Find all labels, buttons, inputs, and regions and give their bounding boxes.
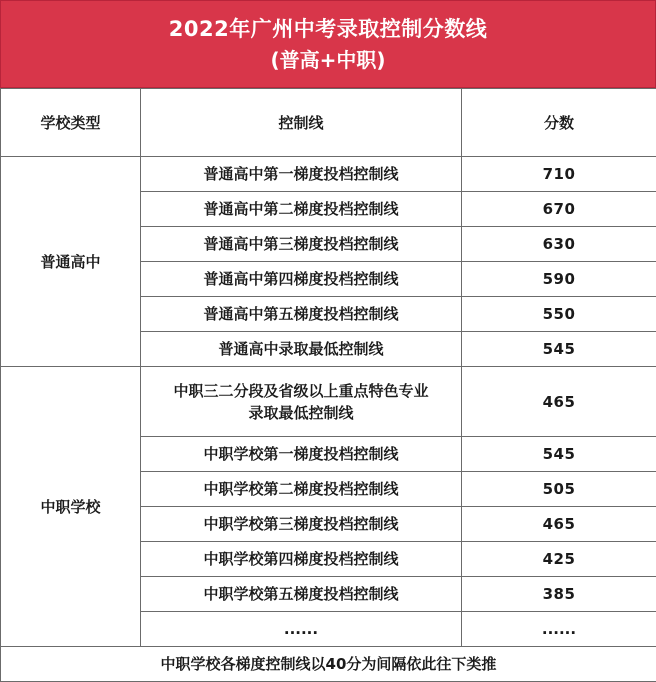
control-line-cell: 中职学校第三梯度投档控制线 bbox=[141, 507, 462, 542]
control-line-cell: 中职学校第五梯度投档控制线 bbox=[141, 577, 462, 612]
control-line-cell: 普通高中第三梯度投档控制线 bbox=[141, 227, 462, 262]
score-cell: 505 bbox=[462, 472, 656, 507]
column-header-school-type: 学校类型 bbox=[1, 89, 141, 157]
column-header-row bbox=[1, 89, 656, 157]
table-header bbox=[0, 0, 656, 88]
score-cell: 465 bbox=[462, 367, 656, 437]
column-header-score: 分数 bbox=[462, 89, 656, 157]
control-line-cell-multiline bbox=[141, 367, 462, 437]
control-line-text-2: 录取最低控制线 bbox=[141, 402, 461, 424]
footer-row bbox=[1, 647, 656, 682]
footer-note: 中职学校各梯度控制线以40分为间隔依此往下类推 bbox=[1, 647, 656, 682]
score-cell: 425 bbox=[462, 542, 656, 577]
score-cell: 710 bbox=[462, 157, 656, 192]
control-line-cell: 普通高中第一梯度投档控制线 bbox=[141, 157, 462, 192]
score-cell: 545 bbox=[462, 332, 656, 367]
table-row bbox=[1, 367, 656, 437]
control-line-cell: 普通高中第四梯度投档控制线 bbox=[141, 262, 462, 297]
column-header-control-line: 控制线 bbox=[141, 89, 462, 157]
control-line-cell: 普通高中录取最低控制线 bbox=[141, 332, 462, 367]
group-label-vocational: 中职学校 bbox=[1, 367, 141, 647]
table-row bbox=[1, 157, 656, 192]
group-label-general: 普通高中 bbox=[1, 157, 141, 367]
score-cell: 630 bbox=[462, 227, 656, 262]
score-cell: 670 bbox=[462, 192, 656, 227]
control-line-cell: 普通高中第二梯度投档控制线 bbox=[141, 192, 462, 227]
score-cell: 465 bbox=[462, 507, 656, 542]
score-ellipsis: ...... bbox=[462, 612, 656, 647]
control-line-cell: 中职学校第二梯度投档控制线 bbox=[141, 472, 462, 507]
page-title: 2022年广州中考录取控制分数线 bbox=[169, 14, 487, 44]
score-table bbox=[0, 88, 656, 682]
score-cell: 385 bbox=[462, 577, 656, 612]
page-subtitle: (普高+中职) bbox=[270, 46, 385, 74]
control-line-cell: 中职学校第一梯度投档控制线 bbox=[141, 437, 462, 472]
score-cell: 545 bbox=[462, 437, 656, 472]
control-line-cell: 普通高中第五梯度投档控制线 bbox=[141, 297, 462, 332]
control-line-ellipsis: ...... bbox=[141, 612, 462, 647]
control-line-text-1: 中职三二分段及省级以上重点特色专业 bbox=[141, 380, 461, 402]
control-line-cell: 中职学校第四梯度投档控制线 bbox=[141, 542, 462, 577]
score-cell: 550 bbox=[462, 297, 656, 332]
score-cell: 590 bbox=[462, 262, 656, 297]
